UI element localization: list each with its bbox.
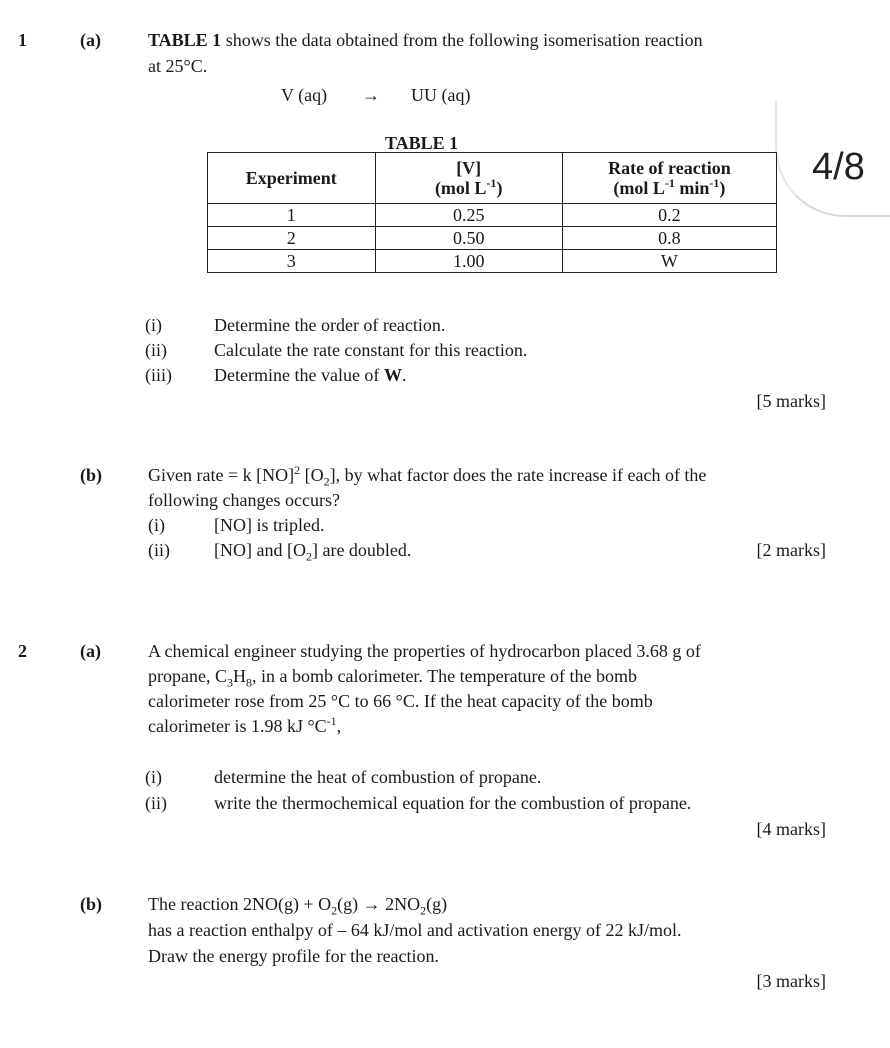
q1b-part-i-text: [NO] is tripled. (214, 515, 325, 535)
q2b-label: (b) (80, 894, 102, 914)
q1a-intro-line1 (148, 29, 703, 51)
table-header-row (208, 153, 777, 204)
q1b-marks: [2 marks] (756, 540, 826, 560)
cell-rate: W (562, 250, 776, 273)
q1a-part-ii-label: (ii) (145, 340, 167, 360)
reaction-arrow: → (362, 85, 380, 105)
q2a-part-i-label: (i) (145, 767, 162, 787)
q1a-intro-rest: shows the data obtained from the following isomerisation reaction (221, 30, 703, 50)
q1b-part-ii-text: [NO] and $[O_2]$ are doubled. (214, 540, 412, 564)
q1a-part-i-label: (i) (145, 315, 162, 335)
header-rate (562, 153, 776, 204)
question-1-number: 1 (18, 30, 27, 50)
header-conc-line2: (mol $L^{-1}$) (434, 176, 503, 198)
q2b-line2: has a reaction enthalpy of – 64 kJ/mol and activation energy of 22 kJ/mol. (148, 920, 682, 940)
cell-rate: 0.8 (562, 227, 776, 250)
q2b-line3: Draw the energy profile for the reaction. (148, 946, 440, 966)
cell-concentration: 0.25 (375, 204, 562, 227)
page-indicator: 4/8 (812, 146, 865, 188)
q1a-marks: [5 marks] (756, 391, 826, 411)
q1b-line1: Given rate = k [NO]$^2$ $[O_2]$, by what factor does the rate increase if each of the (148, 463, 707, 489)
question-2-number: 2 (18, 641, 27, 661)
table-title: TABLE 1 (385, 133, 459, 153)
q2a-line3: calorimeter rose from 25 °C to 66 °C. If the heat capacity of the bomb (148, 691, 653, 711)
q2a-line2: propane, $C_3H_8$, in a bomb calorimeter. The temperature of the bomb (148, 666, 638, 690)
rate-data-table (207, 152, 777, 273)
q1a-intro-line2: at 25°C. (148, 56, 208, 76)
reaction-product: UU (aq) (411, 85, 471, 105)
q2b-line1: The reaction $2NO(g) + O_2(g) \to 2NO_2(g)$ (148, 894, 448, 918)
q1b-part-i-label: (i) (148, 515, 165, 535)
q2a-part-ii-text: write the thermochemical equation for the combustion of propane. (214, 793, 692, 813)
q2b-marks: [3 marks] (756, 971, 826, 991)
q2a-label: (a) (80, 641, 101, 661)
cell-experiment: 3 (208, 250, 376, 273)
cell-rate: 0.2 (562, 204, 776, 227)
q1a-part-i-text: Determine the order of reaction. (214, 315, 446, 335)
table-row (208, 204, 777, 227)
header-experiment: Experiment (208, 153, 376, 204)
table-row (208, 227, 777, 250)
q2a-part-i-text: determine the heat of combustion of propane. (214, 767, 542, 787)
q1b-label: (b) (80, 465, 102, 485)
reaction-reactant: V (aq) (281, 85, 328, 105)
header-concentration (375, 153, 562, 204)
header-rate-line1: Rate of reaction (608, 158, 731, 178)
q1a-intro-bold: TABLE 1 (148, 30, 222, 50)
cell-concentration: 1.00 (375, 250, 562, 273)
q1b-part-ii-label: (ii) (148, 540, 170, 560)
q2a-line4: calorimeter is 1.98 kJ $^\circ C^{-1}$, (148, 714, 342, 736)
cell-concentration: 0.50 (375, 227, 562, 250)
q1b-line2: following changes occurs? (148, 490, 340, 510)
q1a-part-iii-label: (iii) (145, 365, 172, 385)
q2a-marks: [4 marks] (756, 819, 826, 839)
q1a-part-iii-text: Determine the value of W. (214, 365, 407, 385)
table-row (208, 250, 777, 273)
cell-experiment: 1 (208, 204, 376, 227)
header-rate-line2: (mol $L^{-1}$ $\min^{-1}$) (613, 176, 726, 198)
q2a-line1: A chemical engineer studying the properties of hydrocarbon placed 3.68 g of (148, 641, 701, 661)
q1a-part-ii-text: Calculate the rate constant for this reaction. (214, 340, 528, 360)
q2a-part-ii-label: (ii) (145, 793, 167, 813)
q1a-label: (a) (80, 30, 101, 50)
cell-experiment: 2 (208, 227, 376, 250)
header-conc-line1: [V] (456, 158, 482, 178)
